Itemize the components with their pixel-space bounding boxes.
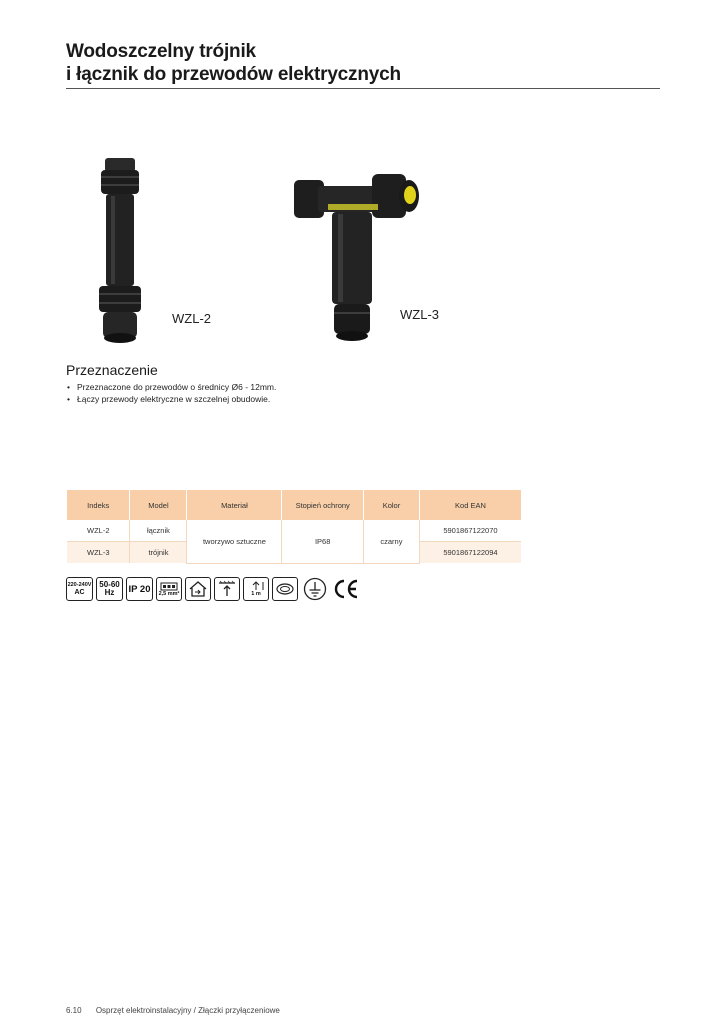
current-type: AC <box>74 589 85 596</box>
header-material: Materiał <box>187 490 282 520</box>
cell-ean: 5901867122070 <box>419 520 521 542</box>
terminal-glyph <box>160 582 178 591</box>
frequency-unit: Hz <box>104 588 115 597</box>
wzl3-product-image <box>288 158 428 353</box>
length-glyph <box>246 581 266 591</box>
voltage-icon <box>66 577 93 601</box>
ground-glyph <box>303 577 327 601</box>
flush-mount-icon <box>272 577 298 601</box>
cell-indeks: WZL-3 <box>67 542 130 564</box>
ip-value: IP 20 <box>128 583 151 595</box>
frequency-value: 50-60 <box>99 580 120 589</box>
spec-table <box>67 490 521 564</box>
cell-model: łącznik <box>130 520 187 542</box>
table-header-row <box>67 490 521 520</box>
page-title <box>66 40 401 86</box>
frequency-icon <box>96 577 123 601</box>
ce-mark-icon <box>332 577 360 601</box>
ceiling-mount-icon <box>214 577 240 601</box>
house-glyph <box>188 580 208 598</box>
header-model: Model <box>130 490 187 520</box>
earth-ground-icon <box>301 577 329 601</box>
table-row <box>67 520 521 542</box>
wire-section-icon <box>156 577 182 601</box>
cable-length-icon <box>243 577 269 601</box>
header-protection: Stopień ochrony <box>282 490 364 520</box>
header-color: Kolor <box>363 490 419 520</box>
title-divider <box>66 88 660 89</box>
title-line-1: Wodoszczelny trójnik <box>66 41 256 62</box>
wzl2-label: WZL-2 <box>172 311 211 326</box>
wire-section-value: 2,5 mm² <box>158 590 180 597</box>
header-ean: Kod EAN <box>419 490 521 520</box>
cell-indeks: WZL-2 <box>67 520 130 542</box>
length-value: 1 m <box>251 591 261 597</box>
voltage-value: 220-240V <box>67 582 92 588</box>
purpose-bullet: • Przeznaczone do przewodów o średnicy Ø6 - 12mm. <box>66 381 276 393</box>
page-number: 6.10 <box>66 1006 82 1015</box>
footer-section: Osprzęt elektroinstalacyjny / Złączki przyłączeniowe <box>95 1006 280 1015</box>
cell-protection: IP68 <box>282 520 364 563</box>
indoor-use-icon <box>185 577 211 601</box>
purpose-list <box>66 381 276 405</box>
page-footer <box>66 1006 280 1015</box>
wzl3-label: WZL-3 <box>400 307 439 322</box>
flush-glyph <box>275 582 295 596</box>
cell-material: tworzywo sztuczne <box>187 520 282 563</box>
cell-model: trójnik <box>130 542 187 564</box>
ip-rating-icon <box>126 577 153 601</box>
wzl2-product-image <box>93 152 173 352</box>
cell-color: czarny <box>363 520 419 563</box>
title-line-2: i łącznik do przewodów elektrycznych <box>66 64 401 85</box>
ceiling-glyph <box>217 580 237 598</box>
header-indeks: Indeks <box>67 490 130 520</box>
ce-glyph <box>332 578 360 600</box>
purpose-heading: Przeznaczenie <box>66 362 158 378</box>
cell-ean: 5901867122094 <box>419 542 521 564</box>
purpose-bullet: • Łączy przewody elektryczne w szczelnej obudowie. <box>66 393 276 405</box>
spec-icons <box>66 577 360 601</box>
